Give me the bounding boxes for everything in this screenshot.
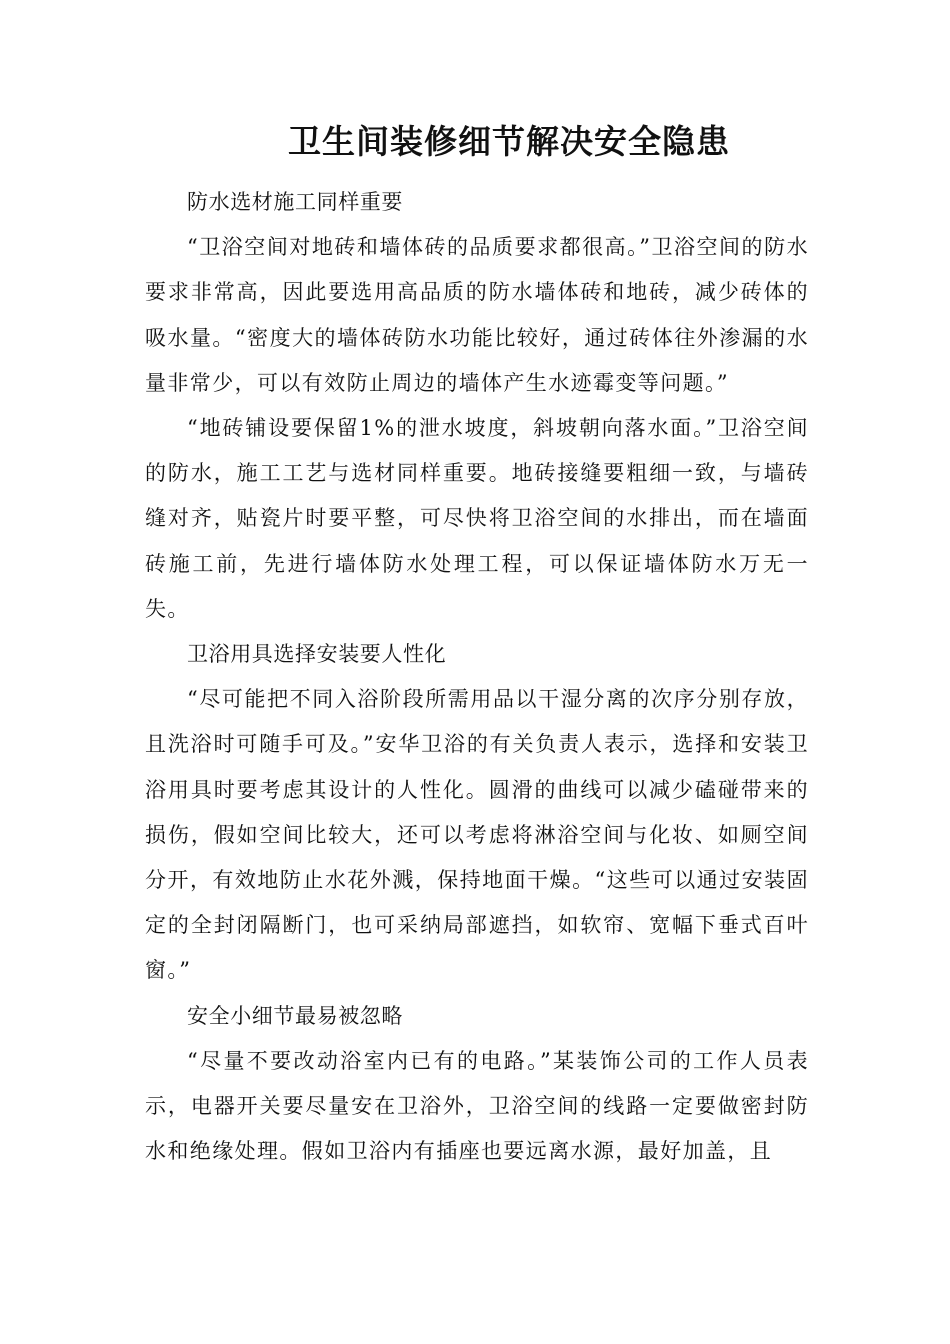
paragraph-tile-quality: “卫浴空间对地砖和墙体砖的品质要求都很高。”卫浴空间的防水要求非常高，因此要选用高品质的防水墙体砖和地砖，减少砖体的吸水量。“密度大的墙体砖防水功能比较好，通过砖体往外渗漏的水量非常少，可以有效防止周边的墙体产生水迹霉变等问题。” — [145, 235, 809, 395]
document-title: 卫生间装修细节解决安全隐患 — [288, 122, 730, 161]
section-heading-fixtures: 卫浴用具选择安装要人性化 — [187, 642, 447, 667]
paragraph-electrical-safety: “尽量不要改动浴室内已有的电路。”某装饰公司的工作人员表示，电器开关要尽量安在卫浴外，卫浴空间的线路一定要做密封防水和绝缘处理。假如卫浴内有插座也要远离水源，最好加盖，且 — [145, 1048, 809, 1164]
section-heading-waterproofing: 防水选材施工同样重要 — [187, 190, 403, 214]
document-body — [145, 180, 809, 1174]
paragraph-floor-slope: “地砖铺设要保留1%的泄水坡度，斜坡朝向落水面。”卫浴空间的防水，施工工艺与选材同样重要。地砖接缝要粗细一致，与墙砖缝对齐，贴瓷片时要平整，可尽快将卫浴空间的水排出，而在墙面砖施工前，先进行墙体防水处理工程，可以保证墙体防水万无一失。 — [145, 416, 809, 621]
paragraph-dry-wet-separation: “尽可能把不同入浴阶段所需用品以干湿分离的次序分别存放，且洗浴时可随手可及。”安华卫浴的有关负责人表示，选择和安装卫浴用具时要考虑其设计的人性化。圆滑的曲线可以减少磕碰带来的损伤，假如空间比较大，还可以考虑将淋浴空间与化妆、如厕空间分开，有效地防止水花外溅，保持地面干燥。“这些可以通过安装固定的全封闭隔断门，也可采纳局部遮挡，如软帘、宽幅下垂式百叶窗。” — [145, 687, 809, 983]
section-heading-safety-details: 安全小细节最易被忽略 — [187, 1003, 403, 1028]
